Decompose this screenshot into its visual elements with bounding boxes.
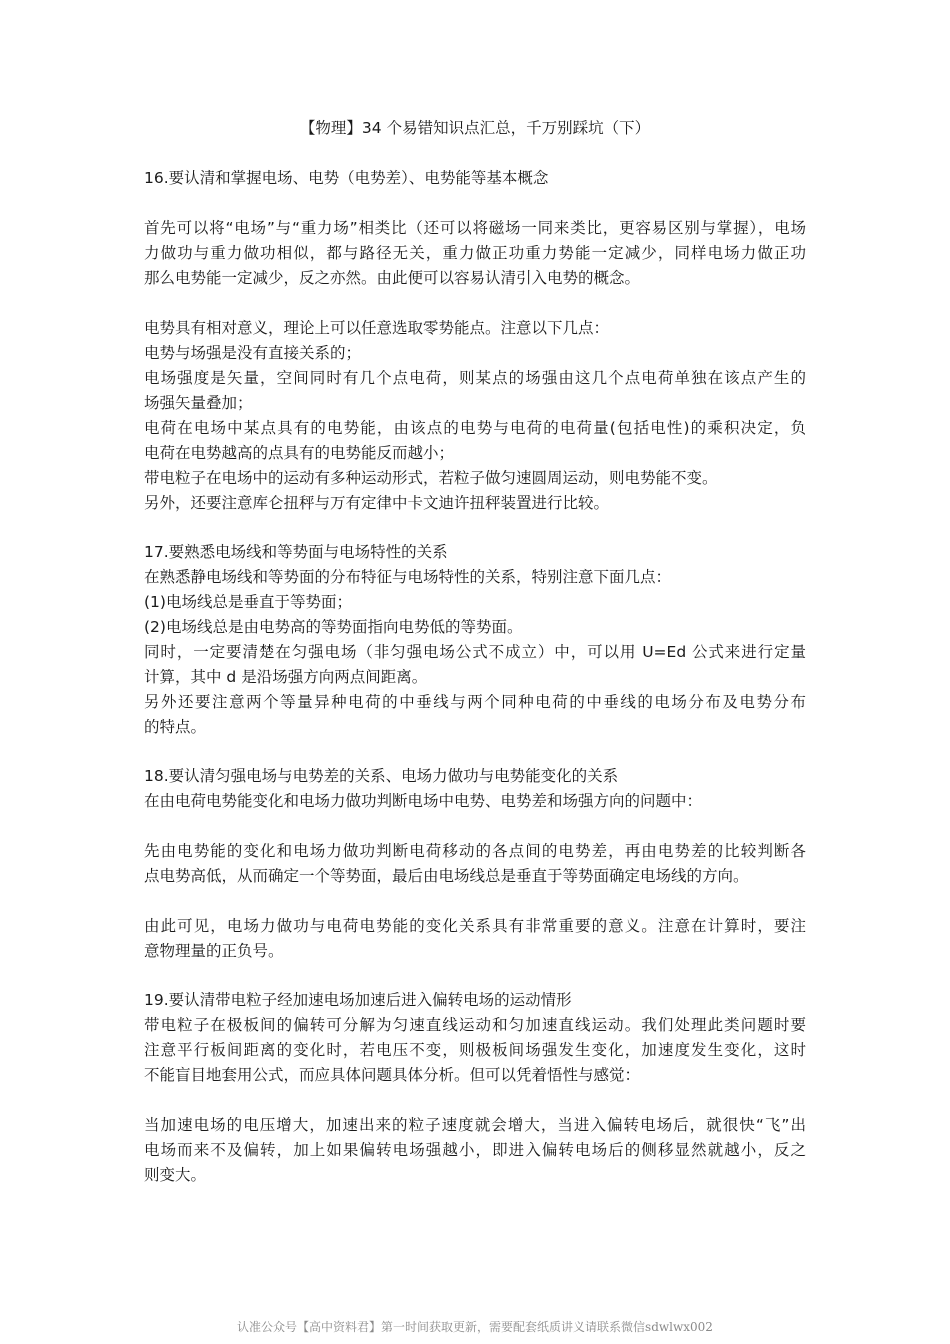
paragraph-line: 注意平行板间距离的变化时，若电压不变，则极板间场强发生变化，加速度发生变化，这时 [144,1041,806,1059]
heading-16: 16.要认清和掌握电场、电势（电势差）、电势能等基本概念 [144,169,549,187]
paragraph-line: 在由电荷电势能变化和电场力做功判断电场中电势、电势差和场强方向的问题中： [144,792,703,810]
paragraph-line: 力做功与重力做功相似，都与路径无关，重力做正功重力势能一定减少，同样电场力做正功 [144,244,806,262]
paragraph-line: 电场而来不及偏转，加上如果偏转电场强越小，即进入偏转电场后的侧移显然就越小，反之 [144,1141,806,1159]
paragraph-line: 由此可见，电场力做功与电荷电势能的变化关系具有非常重要的意义。注意在计算时，要注 [144,917,806,935]
paragraph-line: 点电势高低，从而确定一个等势面，最后由电场线总是垂直于等势面确定电场线的方向。 [144,867,749,885]
paragraph-line: 先由电势能的变化和电场力做功判断电荷移动的各点间的电势差，再由电势差的比较判断各 [144,842,806,860]
paragraph-line: 带电粒子在极板间的偏转可分解为匀速直线运动和匀加速直线运动。我们处理此类问题时要 [144,1016,806,1034]
paragraph-line: 计算，其中 d 是沿场强方向两点间距离。 [144,668,428,686]
paragraph-line: 电荷在电势越高的点具有的电势能反而越小； [144,444,455,462]
paragraph-line: 电荷在电场中某点具有的电势能，由该点的电势与电荷的电荷量(包括电性)的乘积决定，负 [144,419,806,437]
paragraph-line: 场强矢量叠加； [144,394,253,412]
paragraph-line: 的特点。 [144,718,207,736]
paragraph-line: 另外还要注意两个等量异种电荷的中垂线与两个同种电荷的中垂线的电场分布及电势分布 [144,693,806,711]
paragraph-line: (1)电场线总是垂直于等势面； [144,593,352,611]
paragraph-line: 在熟悉静电场线和等势面的分布特征与电场特性的关系，特别注意下面几点： [144,568,672,586]
paragraph-line: 不能盲目地套用公式，而应具体问题具体分析。但可以凭着悟性与感觉： [144,1066,641,1084]
paragraph-line: (2)电场线总是由电势高的等势面指向电势低的等势面。 [144,618,523,636]
paragraph-line: 当加速电场的电压增大，加速出来的粒子速度就会增大，当进入偏转电场后，就很快“飞”出 [144,1116,806,1134]
heading-18: 18.要认清匀强电场与电势差的关系、电场力做功与电势能变化的关系 [144,767,619,785]
heading-19: 19.要认清带电粒子经加速电场加速后进入偏转电场的运动情形 [144,991,572,1009]
paragraph-line: 电场强度是矢量，空间同时有几个点电荷，则某点的场强由这几个点电荷单独在该点产生的 [144,369,806,387]
heading-17: 17.要熟悉电场线和等势面与电场特性的关系 [144,543,448,561]
paragraph-line: 电势具有相对意义，理论上可以任意选取零势能点。注意以下几点： [144,319,610,337]
paragraph-line: 电势与场强是没有直接关系的； [144,344,362,362]
paragraph-line: 首先可以将“电场”与“重力场”相类比（还可以将磁场一同来类比，更容易区别与掌握），电场 [144,219,806,237]
page-footer-notice: 认准公众号【高中资料君】第一时间获取更新，需要配套纸质讲义请联系微信sdwlwx002 [237,1320,713,1334]
paragraph-line: 那么电势能一定减少，反之亦然。由此便可以容易认清引入电势的概念。 [144,269,641,287]
document-title: 【物理】34 个易错知识点汇总，千万别踩坑（下） [299,119,651,137]
paragraph-line: 带电粒子在电场中的运动有多种运动形式，若粒子做匀速圆周运动，则电势能不变。 [144,469,718,487]
paragraph-line: 则变大。 [144,1166,207,1184]
paragraph-line: 同时，一定要清楚在匀强电场（非匀强电场公式不成立）中，可以用 U=Ed 公式来进行定量 [144,643,806,661]
paragraph-line: 意物理量的正负号。 [144,942,284,960]
paragraph-line: 另外，还要注意库仑扭秤与万有定律中卡文迪许扭秤装置进行比较。 [144,494,610,512]
